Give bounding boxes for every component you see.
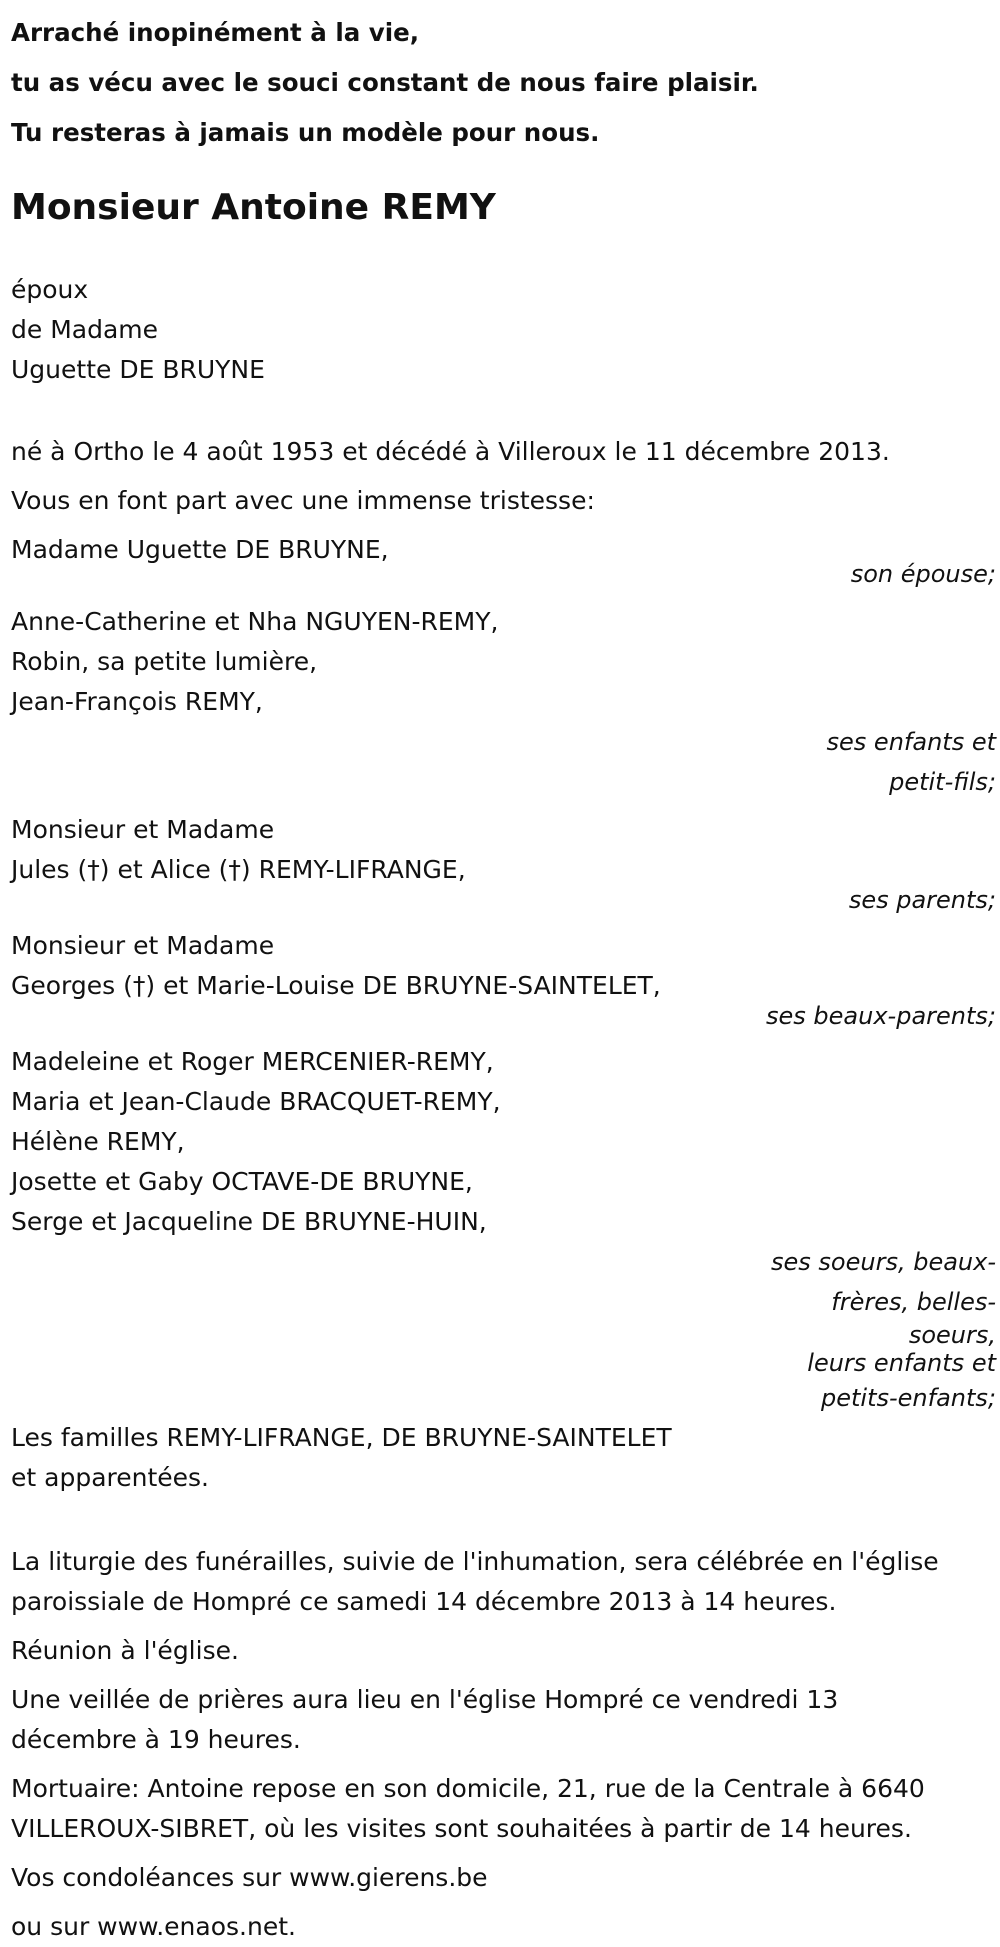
family-relation [756,1242,996,1418]
service-line: Vos condoléances sur www.gierens.be [11,1863,488,1892]
announcement-line: Vous en font part avec une immense tristesse: [11,486,595,515]
service-paragraph [11,1542,996,1622]
family-name-line: Robin, sa petite lumière, [11,647,318,676]
obituary-page [11,0,996,1947]
families-line: et apparentées. [11,1463,209,1492]
family-relation [736,996,996,1036]
family-name-line: Madeleine et Roger MERCENIER-REMY, [11,1047,494,1076]
spouse-block [11,270,996,390]
families-line: Les familles REMY-LIFRANGE, DE BRUYNE-SAINTELET [11,1423,672,1452]
relation-line: frères, belles- [831,1288,996,1316]
families-block [11,1418,996,1498]
service-line: paroissiale de Hompré ce samedi 14 décembre 2013 à 14 heures. [11,1587,837,1616]
service-line: décembre à 19 heures. [11,1725,301,1754]
spouse-line: époux [11,275,89,304]
service-paragraph [11,1769,996,1849]
family-relation [756,554,996,594]
service-paragraph [11,1680,996,1760]
family-group [11,602,996,802]
service-line: Réunion à l'église. [11,1636,239,1665]
family-name-line: Monsieur et Madame [11,931,275,960]
relation-line: son épouse; [850,560,996,588]
service-info [11,1542,996,1947]
family-relation [756,880,996,920]
relation-line: ses soeurs, beaux- [771,1248,996,1276]
birth-death-line: né à Ortho le 4 août 1953 et décédé à Villeroux le 11 décembre 2013. [11,437,890,466]
relation-line: petit-fils; [889,768,996,796]
service-line: VILLEROUX-SIBRET, où les visites sont souhaitées à partir de 14 heures. [11,1814,912,1843]
family-name-line: Hélène REMY, [11,1127,185,1156]
family-group [11,1042,996,1418]
service-line: La liturgie des funérailles, suivie de l'inhumation, sera célébrée en l'église [11,1547,939,1576]
intro-line: Tu resteras à jamais un modèle pour nous. [11,118,600,147]
family-group [11,530,996,594]
relation-line: ses beaux-parents; [766,1002,996,1030]
relation-line: soeurs, [908,1321,996,1349]
family-name-line: Jean-François REMY, [11,687,263,716]
family-relation [756,722,996,802]
family-name-line: Madame Uguette DE BRUYNE, [11,535,389,564]
spouse-line: Uguette DE BRUYNE [11,355,265,384]
service-paragraph [11,1631,996,1671]
relation-line: petits-enfants; [821,1384,996,1412]
spouse-line: de Madame [11,315,159,344]
service-line: Une veillée de prières aura lieu en l'église Hompré ce vendredi 13 [11,1685,839,1714]
relation-line: ses parents; [848,886,996,914]
deceased-name: Monsieur Antoine REMY [11,187,496,228]
family-name-line: Monsieur et Madame [11,815,275,844]
family-name-line: Maria et Jean-Claude BRACQUET-REMY, [11,1087,501,1116]
family-name-line: Anne-Catherine et Nha NGUYEN-REMY, [11,607,499,636]
intro-line: tu as vécu avec le souci constant de nous faire plaisir. [11,68,759,97]
family-group [11,810,996,920]
relation-line: ses enfants et [826,728,996,756]
family-name-line: Serge et Jacqueline DE BRUYNE-HUIN, [11,1207,487,1236]
service-line: ou sur www.enaos.net. [11,1912,296,1941]
family-name-line: Jules (†) et Alice (†) REMY-LIFRANGE, [11,855,466,884]
family-name-line: Georges (†) et Marie-Louise DE BRUYNE-SAINTELET, [11,971,661,1000]
condolences-line [11,1907,996,1947]
relation-line: leurs enfants et [807,1349,996,1377]
intro-line: Arraché inopinément à la vie, [11,18,420,47]
intro-verse [11,0,996,158]
family-group [11,926,996,1036]
service-line: Mortuaire: Antoine repose en son domicile, 21, rue de la Centrale à 6640 [11,1774,925,1803]
family-name-line: Josette et Gaby OCTAVE-DE BRUYNE, [11,1167,473,1196]
condolences-line [11,1858,996,1898]
